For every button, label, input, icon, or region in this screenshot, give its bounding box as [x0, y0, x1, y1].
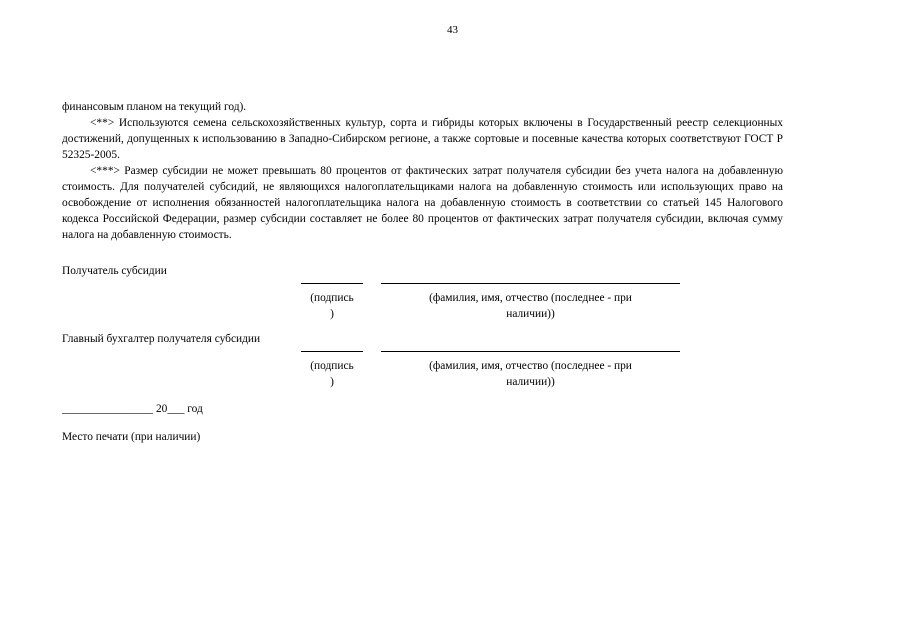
accountant-name-caption	[381, 358, 680, 390]
seal-place: Место печати (при наличии)	[62, 431, 201, 443]
accountant-signature-caption	[301, 358, 363, 390]
footnote-triple-asterisk: <***> Размер субсидии не может превышать 80 процентов от фактических затрат получателя субсидии без учета налога на добавленную стоимость. Для получателей субсидий, не являющихся налогоплательщиками налога на добавленную стоимость или использующих право на освобождение от исполнения обязанностей налогоплательщика налога на добавленную стоимость в соответствии со статьей 145 Налогового кодекса Российской Федерации, размер субсидии составляет не более 80 процентов от фактических затрат получателя субсидии, включая сумму налога на добавленную стоимость.	[62, 165, 783, 241]
footnote-double-asterisk: <**> Используются семена сельскохозяйственных культур, сорта и гибриды которых включены в Государственный реестр селекционных достижений, допущенных к использованию в Западно-Сибирском регионе, а также сортовые и посевные качества которых соответствуют ГОСТ Р 52325-2005.	[62, 117, 783, 161]
name-caption-line2: наличии))	[506, 376, 555, 388]
recipient-signature-line	[301, 283, 363, 284]
name-caption-line2: наличии))	[506, 308, 555, 320]
name-caption-line1: (фамилия, имя, отчество (последнее - при	[429, 360, 632, 372]
paragraph-continuation: финансовым планом на текущий год).	[62, 101, 247, 113]
name-caption-line1: (фамилия, имя, отчество (последнее - при	[429, 292, 632, 304]
chief-accountant-label: Главный бухгалтер получателя субсидии	[62, 333, 261, 345]
recipient-name-line	[381, 283, 680, 284]
recipient-signature-caption	[301, 290, 363, 322]
recipient-name-caption	[381, 290, 680, 322]
accountant-signature-line	[301, 351, 363, 352]
signature-caption-line1: (подпись	[310, 360, 354, 372]
date-line: ________________ 20___ год	[62, 403, 203, 415]
page-number: 43	[447, 24, 458, 36]
signature-caption-line1: (подпись	[310, 292, 354, 304]
signature-caption-line2: )	[330, 376, 334, 388]
accountant-name-line	[381, 351, 680, 352]
signature-caption-line2: )	[330, 308, 334, 320]
footnotes-text	[62, 99, 783, 243]
recipient-label: Получатель субсидии	[62, 265, 167, 277]
